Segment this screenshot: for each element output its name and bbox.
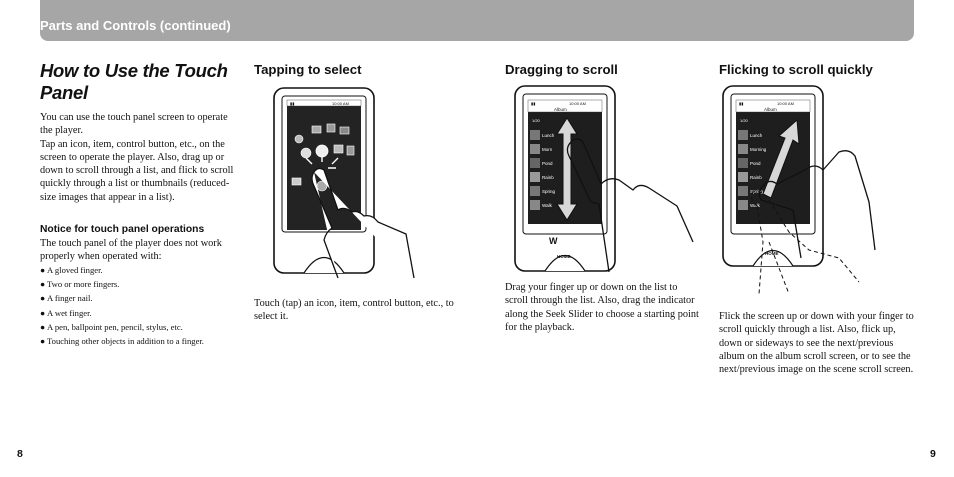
tapping-text: Touch (tap) an icon, item, control button, etc., to select it.	[254, 298, 454, 323]
svg-text:▮▮: ▮▮	[739, 101, 744, 106]
svg-text:Spring: Spring	[750, 189, 764, 194]
flicking-text: Flick the screen up or down with your finger to scroll quickly through a list. Also, flick up, down or sideways to see the next/previous album on the album scroll screen, or to see the next/previous image on the scene scroll screen.	[719, 311, 914, 376]
list-item: ● Two or more fingers.	[40, 279, 120, 290]
svg-text:10:00 AM: 10:00 AM	[332, 101, 349, 106]
bullet-icon: ●	[40, 279, 46, 290]
page-number-left: 8	[17, 448, 23, 460]
svg-text:Morning: Morning	[750, 147, 767, 152]
bullet-icon: ●	[40, 293, 46, 304]
dragging-illustration	[505, 82, 705, 282]
svg-text:Rainb: Rainb	[542, 175, 554, 180]
flicking-title: Flicking to scroll quickly	[719, 62, 873, 77]
bullet-icon: ●	[40, 335, 46, 346]
intro-paragraph-1: You can use the touch panel screen to operate the player.	[40, 112, 228, 137]
list-item: ● A gloved finger.	[40, 265, 103, 275]
dragging-title: Dragging to scroll	[505, 62, 618, 77]
device-screen	[736, 100, 810, 224]
svg-text:Pond: Pond	[542, 161, 553, 166]
svg-text:Pond: Pond	[750, 161, 761, 166]
svg-text:Morn: Morn	[542, 147, 553, 152]
list-item: ● A wet finger.	[40, 307, 92, 318]
svg-text:▮▮: ▮▮	[531, 101, 536, 106]
svg-text:Album: Album	[554, 107, 567, 112]
tapping-illustration	[254, 82, 454, 282]
svg-text:Album: Album	[764, 107, 777, 112]
svg-text:▮▮: ▮▮	[290, 101, 295, 106]
intro-paragraph-2: Tap an icon, item, control button, etc., on the screen to operate the player. Also, drag up or down to scroll through a list, and flick to scroll quickly through a list or thumbnails (reduced-size images that appear in a list).	[40, 138, 234, 203]
page-title: How to Use the Touch Panel	[40, 60, 228, 103]
svg-text:Lunch: Lunch	[542, 133, 555, 138]
svg-text:10:00 AM: 10:00 AM	[777, 101, 794, 106]
header-band	[40, 0, 914, 41]
svg-text:Rainb: Rainb	[750, 175, 762, 180]
svg-text:Walk: Walk	[542, 203, 552, 208]
list-item: ● A finger nail.	[40, 293, 93, 304]
tapping-title: Tapping to select	[254, 62, 362, 77]
bullet-icon: ●	[40, 265, 46, 275]
page-number-right: 9	[930, 448, 936, 460]
svg-text:HOME: HOME	[557, 254, 571, 259]
flicking-illustration	[719, 82, 919, 302]
svg-text:1/20: 1/20	[532, 118, 540, 123]
svg-text:Spring: Spring	[542, 189, 556, 194]
list-item: ● A pen, ballpoint pen, pencil, stylus, etc.	[40, 321, 183, 332]
svg-text:1/20: 1/20	[740, 118, 748, 123]
notice-text: The touch panel of the player does not work properly when operated with:	[40, 238, 222, 263]
notice-list	[40, 265, 230, 350]
dragging-text: Drag your finger up or down on the list to scroll through the list. Also, drag the indicator along the Seek Slider to choose a starting point for the playback.	[505, 282, 699, 333]
header-title: Parts and Controls (continued)	[40, 18, 231, 33]
svg-text:Lunch: Lunch	[750, 133, 763, 138]
notice-title: Notice for touch panel operations	[40, 224, 205, 235]
svg-text:HOME: HOME	[765, 251, 779, 256]
svg-text:Walk: Walk	[750, 203, 760, 208]
svg-text:10:00 AM: 10:00 AM	[569, 101, 586, 106]
intro-text	[40, 111, 234, 204]
svg-text:W: W	[549, 236, 558, 246]
bullet-icon: ●	[40, 321, 46, 332]
list-item: ● Touching other objects in addition to a finger.	[40, 335, 204, 346]
bullet-icon: ●	[40, 307, 46, 318]
